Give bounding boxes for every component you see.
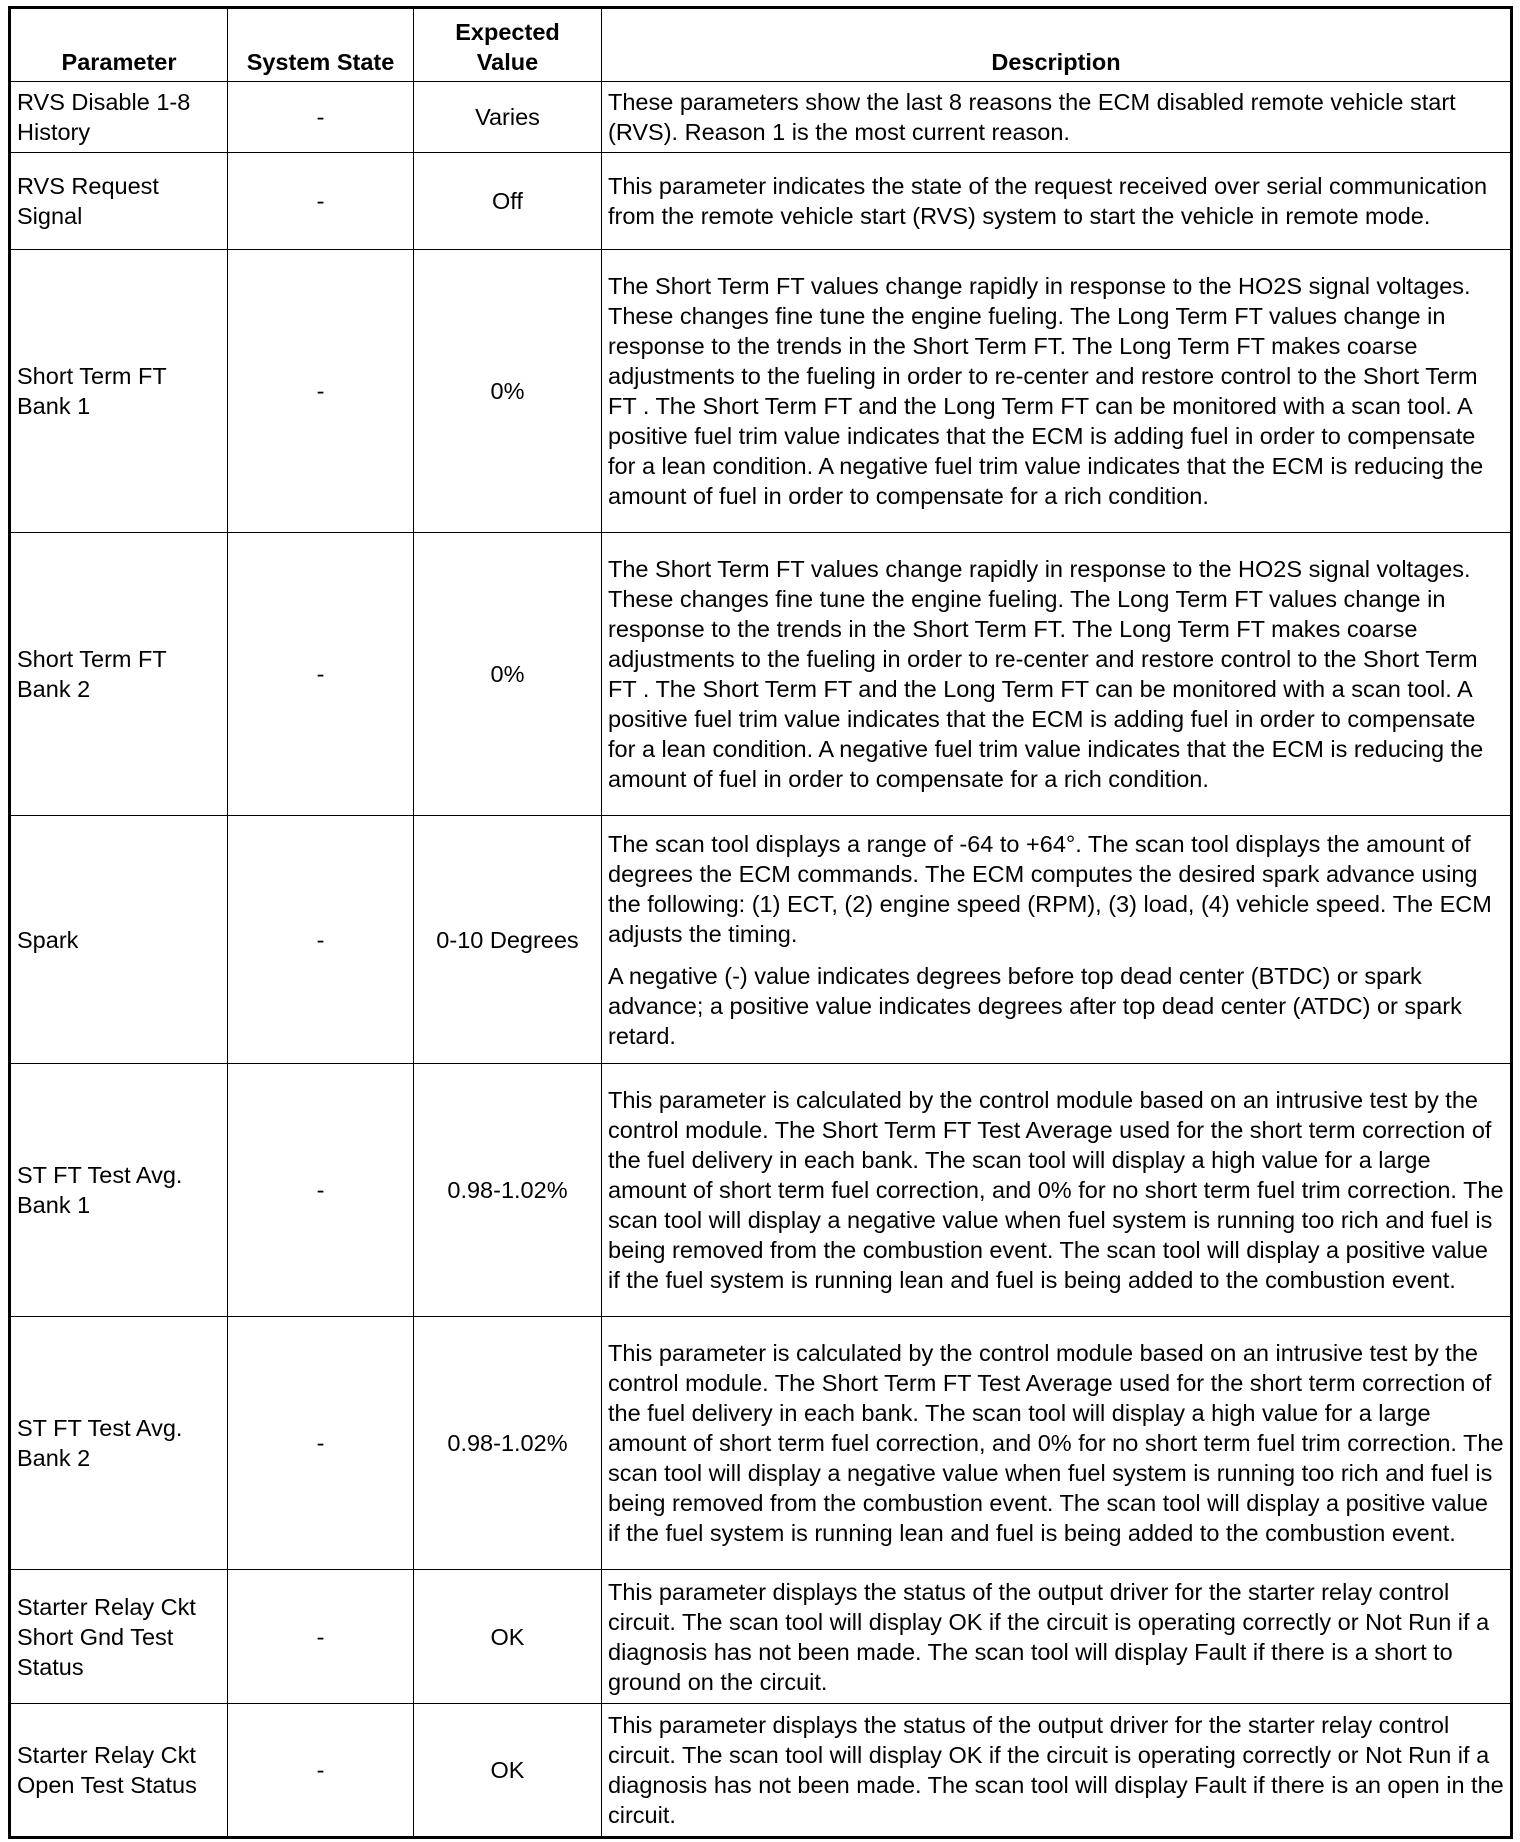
table-row	[10, 1317, 1512, 1570]
description-paragraph: This parameter indicates the state of the request received over serial communication from the remote vehicle start (RVS) system to start the vehicle in remote mode.	[608, 173, 1488, 229]
table-row	[10, 533, 1512, 816]
expected-value-cell: 0%	[414, 533, 602, 816]
parameter-cell: RVS Request Signal	[10, 153, 228, 250]
table-body	[10, 82, 1512, 1838]
system-state-cell: -	[228, 533, 414, 816]
system-state-cell: -	[228, 250, 414, 533]
parameter-cell: Spark	[10, 816, 228, 1064]
parameter-cell: ST FT Test Avg. Bank 2	[10, 1317, 228, 1570]
header-system-state: System State	[228, 8, 414, 82]
system-state-cell: -	[228, 1570, 414, 1704]
parameter-cell: ST FT Test Avg. Bank 1	[10, 1064, 228, 1317]
parameter-cell: RVS Disable 1-8 History	[10, 82, 228, 153]
parameter-cell: Starter Relay Ckt Short Gnd Test Status	[10, 1570, 228, 1704]
description-paragraph: This parameter is calculated by the control module based on an intrusive test by the control module. The Short Term FT Test Average used for the short term correction of the fuel delivery in each bank. The scan tool will display a high value for a large amount of short term fuel correction, and 0% for no short term fuel trim correction. The scan tool will display a negative value when fuel system is running too rich and fuel is being removed from the combustion event. The scan tool will display a positive value if the fuel system is running lean and fuel is being added to the combustion event.	[608, 1087, 1504, 1293]
expected-value-cell: Varies	[414, 82, 602, 153]
description-cell	[602, 82, 1512, 153]
expected-value-cell: 0.98-1.02%	[414, 1064, 602, 1317]
table-row	[10, 816, 1512, 1064]
description-cell	[602, 250, 1512, 533]
parameter-cell: Starter Relay Ckt Open Test Status	[10, 1704, 228, 1838]
description-paragraph: This parameter is calculated by the control module based on an intrusive test by the control module. The Short Term FT Test Average used for the short term correction of the fuel delivery in each bank. The scan tool will display a high value for a large amount of short term fuel correction, and 0% for no short term fuel trim correction. The scan tool will display a negative value when fuel system is running too rich and fuel is being removed from the combustion event. The scan tool will display a positive value if the fuel system is running lean and fuel is being added to the combustion event.	[608, 1340, 1504, 1546]
header-description: Description	[602, 8, 1512, 82]
expected-value-cell: OK	[414, 1704, 602, 1838]
description-cell	[602, 1704, 1512, 1838]
description-cell	[602, 1064, 1512, 1317]
description-cell	[602, 1317, 1512, 1570]
description-cell	[602, 533, 1512, 816]
parameter-cell: Short Term FT Bank 2	[10, 533, 228, 816]
table-row	[10, 1570, 1512, 1704]
description-cell	[602, 816, 1512, 1064]
description-paragraph: These parameters show the last 8 reasons the ECM disabled remote vehicle start (RVS). Reason 1 is the most current reason.	[608, 89, 1456, 145]
system-state-cell: -	[228, 1064, 414, 1317]
expected-value-cell: Off	[414, 153, 602, 250]
description-paragraph: The Short Term FT values change rapidly in response to the HO2S signal voltages. These changes fine tune the engine fueling. The Long Term FT values change in response to the trends in the Short Term FT. The Long Term FT makes coarse adjustments to the fueling in order to re-center and restore control to the Short Term FT . The Short Term FT and the Long Term FT can be monitored with a scan tool. A positive fuel trim value indicates that the ECM is adding fuel in order to compensate for a lean condition. A negative fuel trim value indicates that the ECM is reducing the amount of fuel in order to compensate for a rich condition.	[608, 556, 1484, 792]
description-paragraph: This parameter displays the status of the output driver for the starter relay control circuit. The scan tool will display OK if the circuit is operating correctly or Not Run if a diagnosis has not been made. The scan tool will display Fault if there is an open in the circuit.	[608, 1712, 1504, 1828]
description-paragraph: The scan tool displays a range of -64 to +64°. The scan tool displays the amount of degrees the ECM commands. The ECM computes the desired spark advance using the following: (1) ECT, (2) engine speed (RPM), (3) load, (4) vehicle speed. The ECM adjusts the timing.	[608, 830, 1492, 947]
table-header	[10, 8, 1512, 82]
description-cell	[602, 153, 1512, 250]
expected-value-cell: OK	[414, 1570, 602, 1704]
system-state-cell: -	[228, 1704, 414, 1838]
system-state-cell: -	[228, 1317, 414, 1570]
expected-value-cell: 0.98-1.02%	[414, 1317, 602, 1570]
table-row	[10, 250, 1512, 533]
expected-value-cell: 0-10 Degrees	[414, 816, 602, 1064]
header-row	[10, 8, 1512, 82]
description-paragraph: This parameter displays the status of the output driver for the starter relay control circuit. The scan tool will display OK if the circuit is operating correctly or Not Run if a diagnosis has not been made. The scan tool will display Fault if there is a short to ground on the circuit.	[608, 1578, 1490, 1695]
expected-value-cell: 0%	[414, 250, 602, 533]
header-parameter: Parameter	[10, 8, 228, 82]
table-row	[10, 153, 1512, 250]
system-state-cell: -	[228, 816, 414, 1064]
header-expected-value: Expected Value	[414, 8, 602, 82]
system-state-cell: -	[228, 153, 414, 250]
table-row	[10, 1704, 1512, 1838]
system-state-cell: -	[228, 82, 414, 153]
table-row	[10, 82, 1512, 153]
description-cell	[602, 1570, 1512, 1704]
table-row	[10, 1064, 1512, 1317]
parameter-cell: Short Term FT Bank 1	[10, 250, 228, 533]
description-paragraph: The Short Term FT values change rapidly in response to the HO2S signal voltages. These changes fine tune the engine fueling. The Long Term FT values change in response to the trends in the Short Term FT. The Long Term FT makes coarse adjustments to the fueling in order to re-center and restore control to the Short Term FT . The Short Term FT and the Long Term FT can be monitored with a scan tool. A positive fuel trim value indicates that the ECM is adding fuel in order to compensate for a lean condition. A negative fuel trim value indicates that the ECM is reducing the amount of fuel in order to compensate for a rich condition.	[608, 273, 1484, 509]
description-paragraph: A negative (-) value indicates degrees before top dead center (BTDC) or spark advance; a positive value indicates degrees after top dead center (ATDC) or spark retard.	[608, 962, 1462, 1049]
parameter-table	[8, 6, 1513, 1839]
